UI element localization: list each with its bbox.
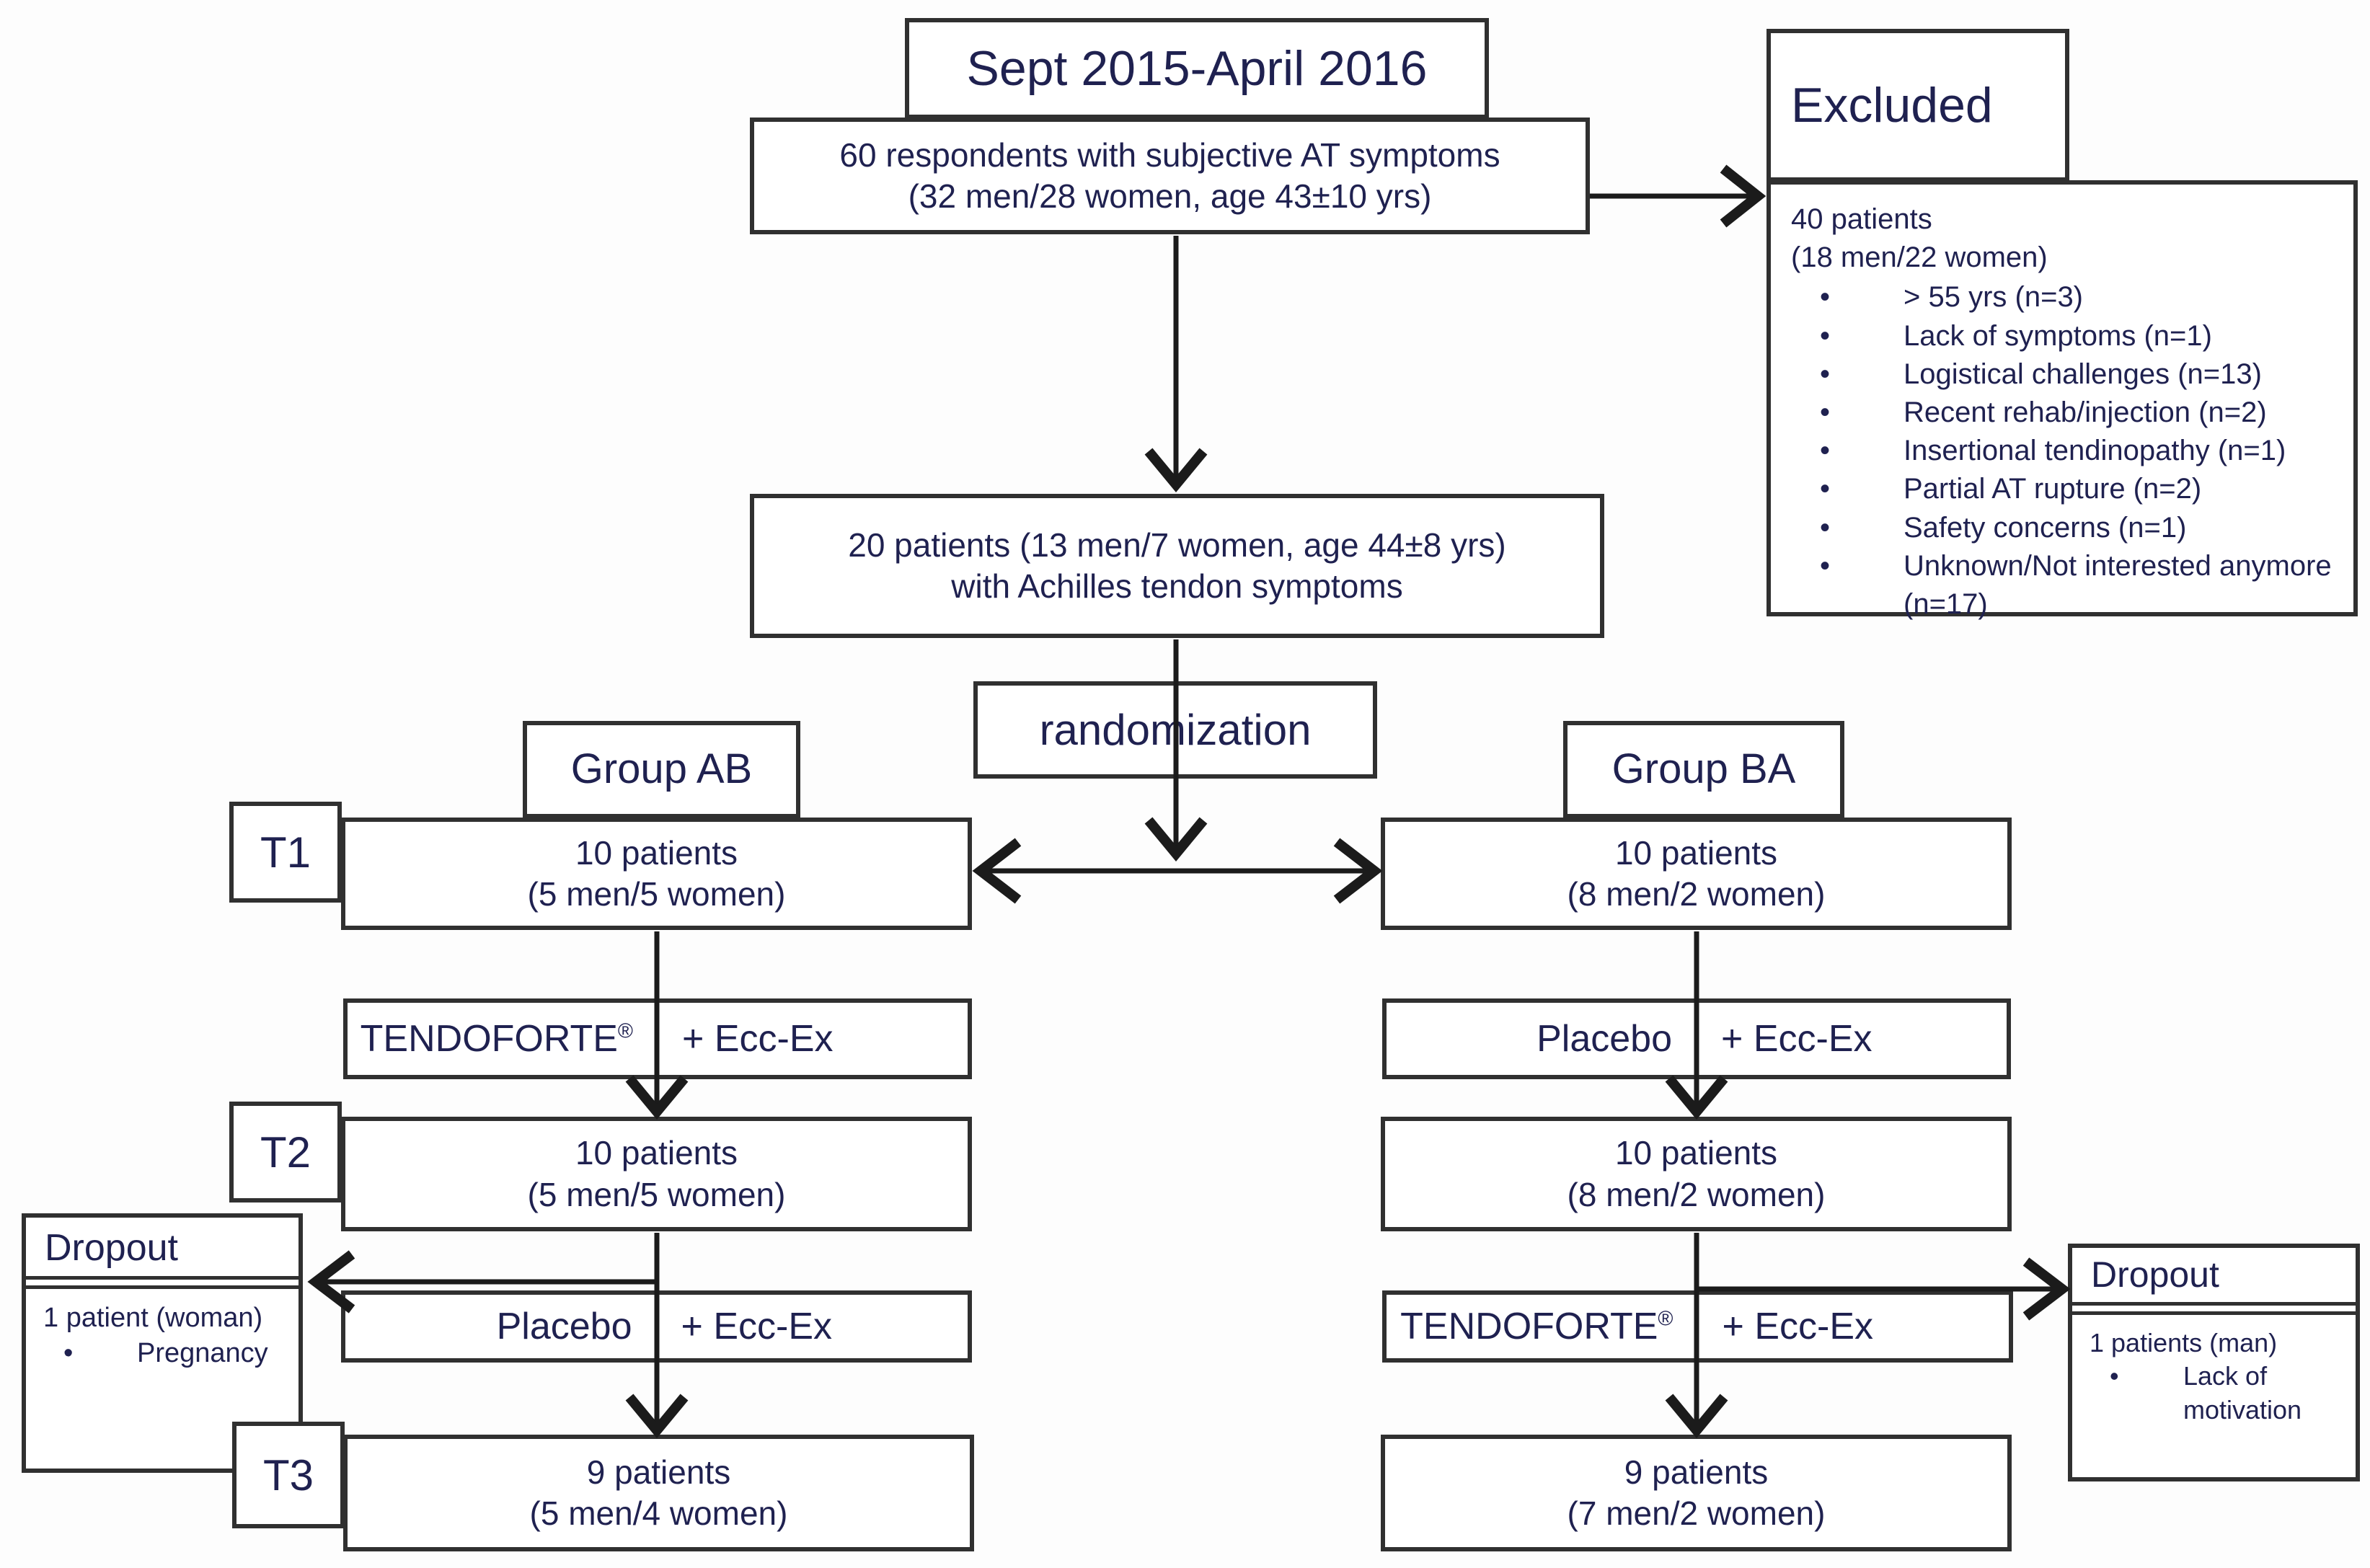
excluded-reason: • Lack of symptoms (n=1) (1791, 317, 2342, 355)
excluded-reason: • Safety concerns (n=1) (1791, 509, 2342, 547)
ab-treatment2-box (341, 1290, 972, 1363)
excluded-reason: • Unknown/Not interested anymore (n=17) (1791, 547, 2342, 624)
ba-treatment2-name: TENDOFORTE (1400, 1305, 1658, 1347)
ba-t3-line2: (7 men/2 women) (1567, 1494, 1826, 1532)
eligible-line2: with Achilles tendon symptoms (951, 567, 1403, 605)
ba-t1-line2: (8 men/2 women) (1567, 875, 1826, 913)
ba-t2-line1: 10 patients (1614, 1134, 1778, 1171)
ba-treatment1-suffix: + Ecc-Ex (1721, 1017, 1872, 1060)
double-line-divider (2072, 1302, 2356, 1315)
group-ba-title: Group BA (1611, 745, 1796, 793)
ab-t2-line2: (5 men/5 women) (527, 1175, 786, 1213)
ab-treatment1-suffix: + Ecc-Ex (682, 1017, 834, 1060)
dropout-left-body (26, 1289, 299, 1372)
ab-t3-box (343, 1435, 974, 1551)
timepoint-t1-label (229, 802, 342, 903)
study-period-label: Sept 2015-April 2016 (966, 40, 1428, 96)
ab-t3-line1: 9 patients (586, 1453, 731, 1491)
excluded-reason: • Partial AT rupture (n=2) (1791, 470, 2342, 508)
group-ba-title-box (1563, 721, 1844, 818)
ba-t2-line2: (8 men/2 women) (1567, 1175, 1826, 1213)
ba-treatment2-box (1382, 1290, 2013, 1363)
excluded-gender: (18 men/22 women) (1791, 242, 2048, 274)
ba-t1-box (1381, 818, 2012, 930)
excluded-reason: • Insertional tendinopathy (n=1) (1791, 432, 2342, 470)
ab-treatment1-product (348, 1016, 658, 1063)
ab-t2-box (341, 1117, 972, 1231)
respondents-box (750, 118, 1590, 234)
dropout-right-title: Dropout (2091, 1254, 2219, 1295)
eligible-line1: 20 patients (13 men/7 women, age 44±8 yrs) (848, 526, 1506, 564)
dropout-left-reasons (43, 1336, 290, 1371)
dropout-left-title: Dropout (45, 1227, 178, 1269)
ba-treatment2-suffix: + Ecc-Ex (1722, 1305, 1873, 1347)
ba-t1-line1: 10 patients (1614, 833, 1778, 872)
respondents-line2: (32 men/28 women, age 43±10 yrs) (908, 177, 1432, 215)
ba-t3-box (1381, 1435, 2012, 1551)
excluded-detail-box (1767, 180, 2358, 620)
eligible-patients-box (750, 494, 1604, 638)
ba-treatment1-product (1387, 1016, 1697, 1063)
randomization-label: randomization (1039, 706, 1312, 754)
ab-treatment1-name: TENDOFORTE (360, 1017, 618, 1060)
arrow-to-excluded (1590, 169, 1758, 223)
arrow-respondents-to-eligible (1149, 236, 1203, 484)
ab-t1-line1: 10 patients (575, 833, 738, 872)
ab-treatment1-box (343, 998, 972, 1079)
dropout-right-count: 1 patients (man) (2090, 1327, 2278, 1357)
ab-treatment2-name: Placebo (496, 1305, 632, 1347)
ab-t2-line1: 10 patients (575, 1134, 738, 1171)
ab-t1-line2: (5 men/5 women) (527, 875, 786, 913)
excluded-title: Excluded (1791, 77, 1993, 133)
registered-mark: ® (617, 1019, 633, 1043)
ba-treatment1-box (1382, 998, 2011, 1079)
t2-text: T2 (260, 1128, 311, 1177)
ab-treatment2-product (345, 1303, 657, 1350)
dropout-reason: • Pregnancy (43, 1336, 290, 1371)
ab-t3-line2: (5 men/4 women) (529, 1494, 788, 1532)
ba-treatment2-product (1387, 1303, 1698, 1350)
registered-mark: ® (1658, 1307, 1673, 1331)
t3-text: T3 (262, 1450, 314, 1500)
dropout-right-body (2072, 1315, 2356, 1427)
group-ab-title-box (523, 721, 800, 818)
dropout-right-box (2068, 1244, 2360, 1481)
excluded-reasons-list (1791, 278, 2342, 624)
ba-t3-line1: 9 patients (1624, 1453, 1769, 1491)
dropout-right-reasons (2090, 1360, 2347, 1427)
double-line-divider (26, 1276, 299, 1289)
excluded-count: 40 patients (1791, 203, 1932, 235)
excluded-title-box (1767, 29, 2069, 182)
t1-text: T1 (260, 828, 311, 877)
ab-t1-box (341, 818, 972, 930)
respondents-line1: 60 respondents with subjective AT symptoms (839, 136, 1500, 174)
ba-t2-box (1381, 1117, 2012, 1231)
dropout-reason: • Lack of motivation (2090, 1360, 2347, 1427)
ba-treatment1-name: Placebo (1536, 1017, 1672, 1060)
excluded-reason: • Recent rehab/injection (n=2) (1791, 394, 2342, 432)
excluded-reason: • > 55 yrs (n=3) (1791, 278, 2342, 316)
study-period-box (905, 18, 1489, 119)
timepoint-t3-label (232, 1422, 345, 1528)
ab-treatment2-suffix: + Ecc-Ex (681, 1305, 832, 1347)
timepoint-t2-label (229, 1102, 342, 1202)
dropout-left-count: 1 patient (woman) (43, 1303, 263, 1333)
randomization-box (973, 681, 1377, 779)
double-headed-randomization-arrow (981, 842, 1374, 900)
group-ab-title: Group AB (570, 745, 753, 793)
excluded-reason: • Logistical challenges (n=13) (1791, 355, 2342, 394)
